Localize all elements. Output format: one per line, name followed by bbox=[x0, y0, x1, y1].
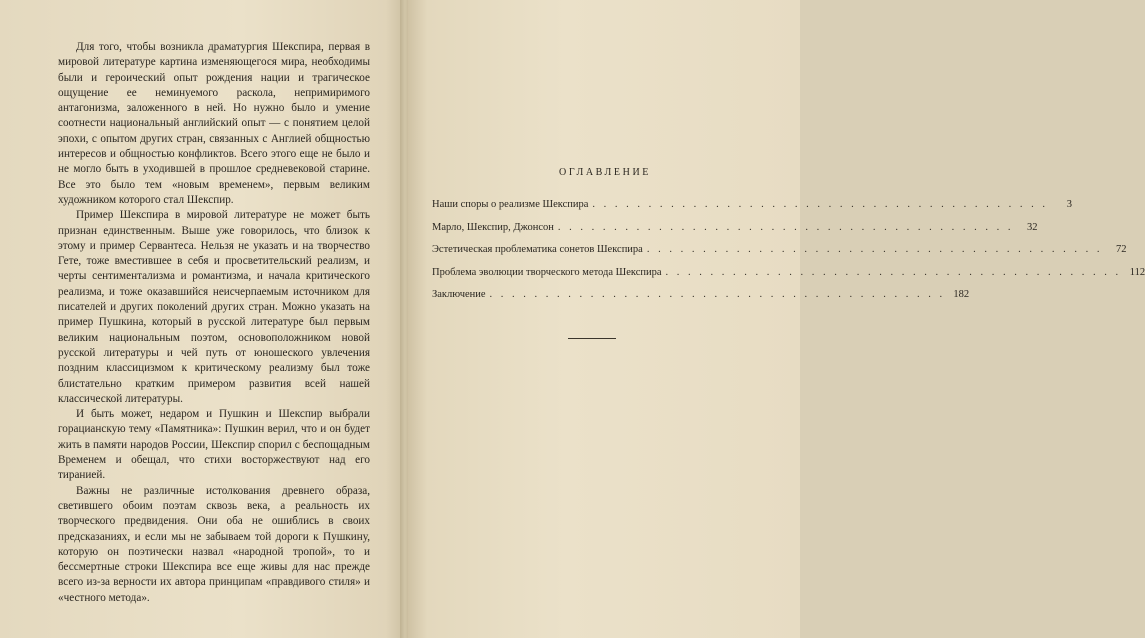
toc-entry-label: Заключение bbox=[432, 289, 486, 300]
table-of-contents bbox=[432, 199, 1145, 312]
toc-entry[interactable] bbox=[432, 199, 1073, 222]
toc-leader-dots: . . . . . . . . . . . . . . . . . . . . . . . . . . . . . . . . . . . . . . . . . bbox=[665, 266, 1122, 278]
paragraph: И быть может, недаром и Пушкин и Шекспир выбрали горацианскую тему «Памятника»: Пушкин верил, что и он будет жить в памяти народов России, Шекспир спорил с беспощадным Временем и обещал, что стихи восторжествуют над его тиранией. bbox=[58, 408, 370, 482]
toc-title: ОГЛАВЛЕНИЕ bbox=[559, 167, 651, 178]
right-page bbox=[408, 0, 800, 638]
toc-entry-label: Проблема эволюции творческого метода Шекспира bbox=[432, 266, 662, 278]
end-rule bbox=[568, 338, 616, 339]
toc-entry-label: Марло, Шекспир, Джонсон bbox=[432, 221, 554, 233]
toc-entry[interactable] bbox=[432, 266, 1145, 290]
toc-leader-dots: . . . . . . . . . . . . . . . . . . . . . . . . . . . . . . . . . . . . . . . . . bbox=[557, 221, 1014, 233]
toc-leader-dots: . . . . . . . . . . . . . . . . . . . . . . . . . . . . . . . . . . . . . . . . . bbox=[592, 199, 1049, 210]
paragraph: Пример Шекспира в мировой литературе не может быть признан единственным. Выше уже говорилось, что близок к этому и пример Сервантеса. Нельзя не указать и на творчество Гете, тоже вместившее в себя и просветительский реализм, и черты сентиментализма и романтизма, и начала критического реализма, и тоже оказавшийся неисчерпаемым источником для писателей и других поколений других стран. Можно указать на пример Пушкина, который в русской литературе был первым великим национальным поэтом, основоположником новой русской литературы и чей путь от юношеского увлечения поздним классицизмом к критическому реализму был тоже блистательно кратким примером развития всей нашей классической литературы. bbox=[58, 209, 370, 405]
toc-entry[interactable] bbox=[432, 244, 1127, 267]
toc-entry-page: 32 bbox=[1027, 221, 1038, 233]
toc-entry-label: Эстетическая проблематика сонетов Шекспира bbox=[432, 244, 643, 255]
paragraph: Важны не различные истолкования древнего образа, светившего обоим поэтам сквозь века, а реальность их творческого предвидения. Они оба не ошиблись в своих предсказаниях, и если мы не забываем той дороги к Пушкину, которую он поэтически назвал «народной тропой», то и бессмертные строки Шекспира все еще живы для нас прежде всего из-за верности их автора принципам «правдивого стиля» и «честного метода». bbox=[58, 484, 370, 604]
toc-leader-dots: . . . . . . . . . . . . . . . . . . . . . . . . . . . . . . . . . . . . . . . . . bbox=[489, 289, 946, 300]
toc-entry-page: 3 bbox=[1066, 199, 1073, 210]
toc-entry-page: 182 bbox=[953, 289, 970, 300]
toc-entry-page: 112 bbox=[1129, 266, 1145, 278]
toc-entry[interactable] bbox=[432, 221, 1038, 245]
toc-entry-page: 72 bbox=[1115, 244, 1127, 255]
toc-entry-label: Наши споры о реализме Шекспира bbox=[432, 199, 589, 210]
body-text bbox=[58, 40, 370, 606]
toc-leader-dots: . . . . . . . . . . . . . . . . . . . . . . . . . . . . . . . . . . . . . . . . . bbox=[646, 244, 1103, 255]
left-page bbox=[0, 0, 402, 638]
paragraph: Для того, чтобы возникла драматургия Шекспира, первая в мировой литературе картина изменяющегося мира, необходимы были и героический опыт рождения нации и трагическое ощущение ее неминуемого раскола, непримиримого антагонизма, заложенного в ней. Но нужно было и умение соотнести национальный английский опыт — с понятием целой эпохи, с опытом других стран, связанных с Англией общностью интересов и общностью конфликтов. Всего этого еще не было и не могло быть в уходившей в прошлое средневековой старине. Все это было тем «новым временем», первым великим художником которого стал Шекспир. bbox=[58, 41, 370, 206]
toc-entry[interactable] bbox=[432, 289, 970, 312]
